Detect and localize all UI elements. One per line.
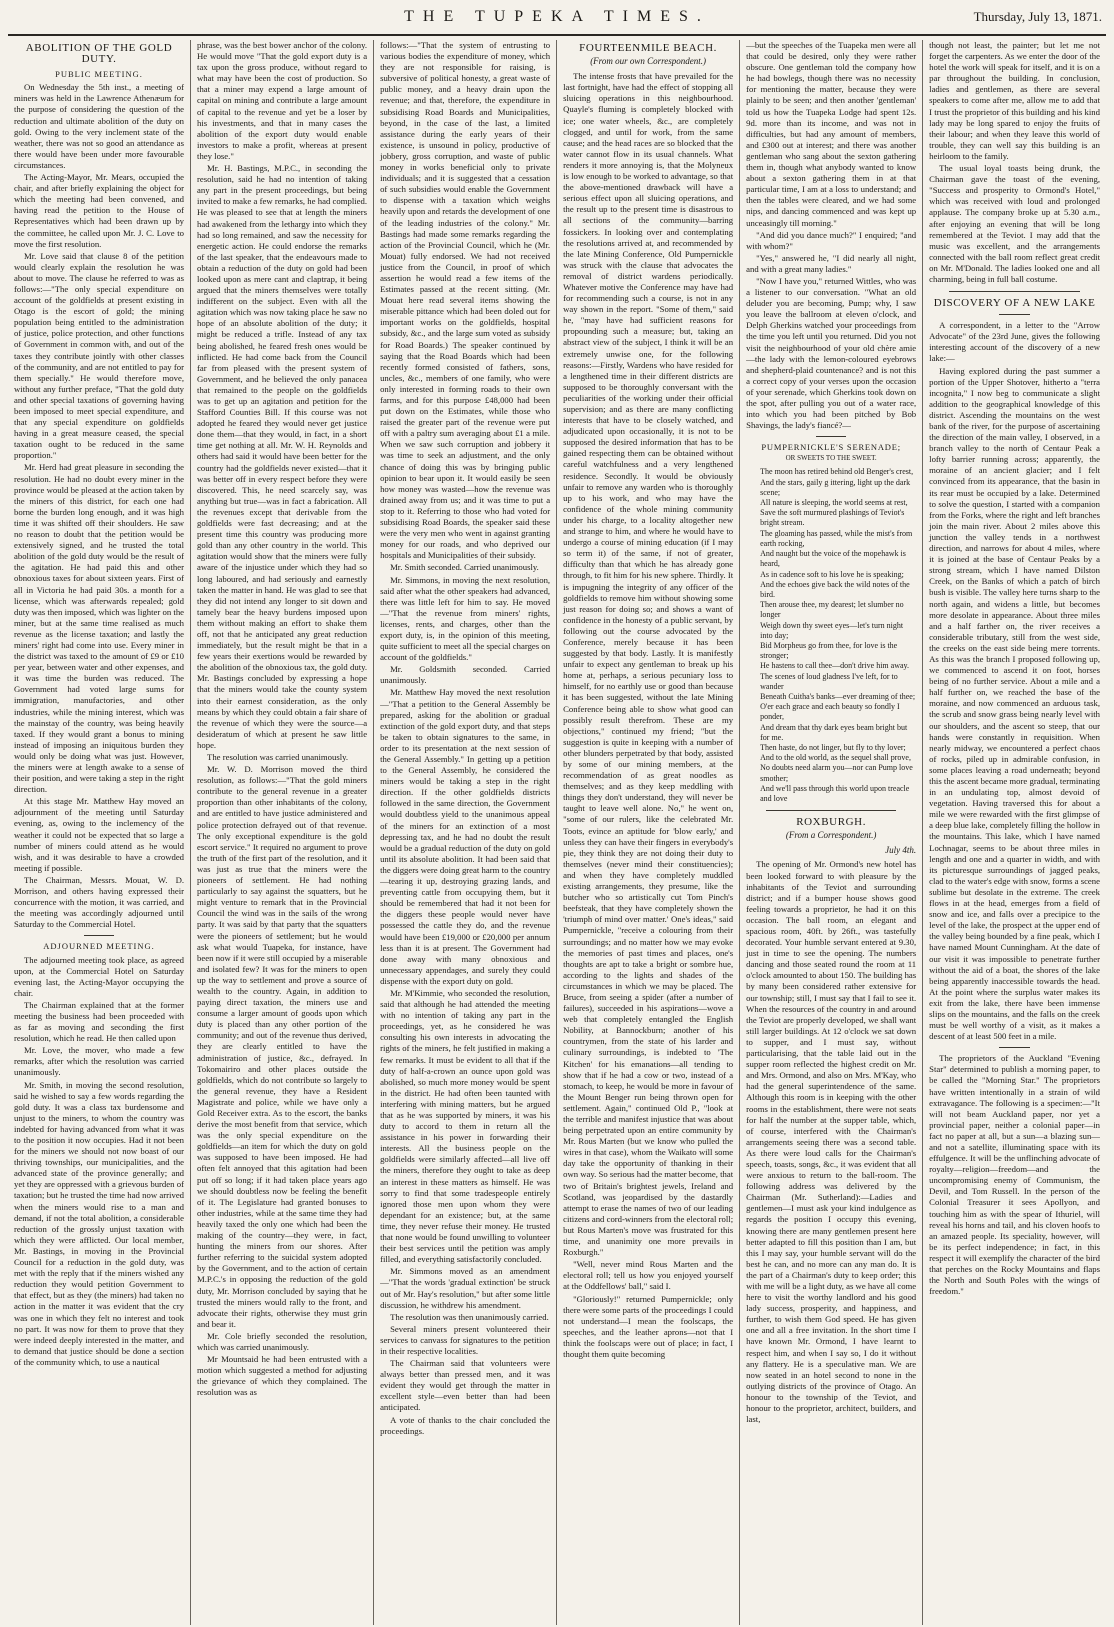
paragraph: On Wednesday the 5th inst., a meeting of miners was held in the Lawrence Athenæum for the purpose of considering the question of the reduction and ultimate abolition of the duty on gold. Owing to the very inclement state of the weather, there was not so good an attendance as there would have been under more favourable circumstances. [14, 82, 185, 170]
paragraph: "Well, never mind Rous Marten and the electoral roll; tell us how you enjoyed yourself at the Oddfellows' ball," said I. [563, 1259, 734, 1292]
dateline: July 4th. [885, 845, 917, 856]
paragraph: —but the speeches of the Tuapeka men were all that could be desired, only they were rather obscure. One gentleman told the company how he had bowlegs, though there was no necessity for mentioning the matter, because they were plainly to be seen; and then another 'gentleman' told us how the Tuapeka Lodge had spent 12s. 9d. more than its income, and was not in difficulties, but had any amount of members, and £300 out at interest; and there was another gentleman who sang about the sexton gathering them in, though what anybody wanted to know about a sexton gathering them in at that particular time, I am at a loss to understand; and then the tables were cleared, and we had some nips, and dancing commenced and was kept up unceasingly till morning." [746, 40, 917, 228]
poem-line: The gloaming has passed, while the mist's from earth rocking, [760, 528, 913, 548]
article-headline: DISCOVERY OF A NEW LAKE [933, 297, 1096, 310]
paragraph: The Chairman said that volunteers were always better than pressed men, and it was evident they would get through the matter in excellent style—even better than had been anticipated. [380, 1358, 551, 1413]
columns [8, 40, 1106, 1625]
poem-line: Save the soft murmured plashings of Teviot's bright stream. [760, 508, 905, 528]
paragraph: The resolution was then unanimously carried. [390, 1311, 549, 1322]
divider [816, 436, 846, 437]
divider [999, 1047, 1030, 1048]
newspaper-title: THE TUPEKA TIMES. [404, 8, 710, 25]
masthead [8, 0, 1106, 36]
paragraph: "Now I have you," returned Wittles, who was a listener to our conversation. "What an old deluder you are becoming, Pump; why, I saw you leave the ballroom at eleven o'clock, and Delph Gherkins watched your proceedings from the time you left until you returned. Did you not visit the neighbourhood of your old chère amie—the lady with the lemon-coloured eyebrows and shepherd-plaid countenance? and is not this a correct copy of your verses upon the occasion of your serenade, which Gherkins took down on the spot, after pulling you out of a water race, into which you had been pitched by Bob Shavings, the lady's fiancé?— [746, 275, 917, 431]
poem-line: Then haste, do not linger, but fly to thy lover; [760, 742, 906, 752]
byline: (From our own Correspondent.) [590, 56, 707, 67]
column-1 [8, 40, 191, 1625]
byline: (From a Correspondent.) [785, 830, 877, 841]
paragraph: Mr. Cole briefly seconded the resolution, which was carried unanimously. [197, 1330, 368, 1352]
divider [84, 935, 114, 936]
paragraph: "And did you dance much?" I enquired; "and with whom?" [746, 229, 917, 251]
paragraph: The opening of Mr. Ormond's new hotel has been looked forward to with pleasure by the inhabitants of the Teviot and surrounding district; and if a bumper house shows good feeling towards a proprietor, he had it on this occasion. The ball room, an elegant and spacious room, 40ft. by 26ft., was tastefully decorated. Your humble servant entered at 9.30, just in time to see the opening. The numbers dancing and those seated round the room at 11 o'clock amounted to about 150. The building has by many been considered rather extensive for our township; still, I must say that I fail to see it. When the resources of the country in and around the Teviot are properly developed, we shall want still larger buildings. At 12 o'clock we sat down to supper, and I must say, without particularising, that the table laid out in the supper room reflected the highest credit on Mr. and Mrs. Ormond, and also on Mrs. M'Kay, who had the general superintendence of the same. Although this room is in keeping with the other rooms in the establishment, there were not seats for half the number at the supper table, which, of course, interfered with the Chairman's arrangements seeing there was a second table. As there were loud calls for the Chairman's speech, toasts, songs, &c., it was evident that all were anxious to return to the ball-room. The following address was delivered by the Chairman (Mr. Sutherland):—Ladies and gentlemen—I must ask your kind indulgence as regards the position I occupy this evening, knowing there are many gentlemen present here better adapted to fill this position than I am, but this I may say, your humble servant will do the best he can, and no more can any man do. It is the part of a Chairman's duty to keep order; this with me will be a light duty, as we have all come here to visit the worthy landlord and his good lady success, prosperity, and happiness, and further, to wish them God speed. He has given one and all a free invitation. In the short time I have known Mr. Ormond, I have learnt to respect him, and when I say so, I do it without any flattery. He is a speculative man. We are now seated in an hotel second to none in the outlying districts of the province of Otago. An honour to the township of the Teviot, and honour to the proprietor, architect, builders, and last, [746, 859, 917, 1425]
poem-line: As in cadence soft to his love he is speaking; [760, 569, 904, 579]
paragraph: The proprietors of the Auckland "Evening Star" determined to publish a morning paper, to be called the "Morning Star." The proprietors have written intentionally in a strain of wild extravagance. The following is a specimen:—"It will not beam Auckland paper, nor yet a provincial paper, neither a colonial paper—in fact no paper at all, but a sun—a blazing sun—and not a satellite, illuminating space with its effulgence. It will be the unflinching advocate of royalty—religion—freedom—and the uncompromising enemy of Communism, the Devil, and Tom Russell. In the person of the Colonial Treasurer it sees Apollyon, and touching him as with the spear of Ithuriel, will reveal his horns and tail, and his cloven hoofs to an amazed people. Its speciality, however, will be its perfect independence; in fact, in this respect it will exemplify the character of the bird that perches on the Rocky Mountains and flaps the North and South Poles with the wings of freedom." [929, 1053, 1100, 1297]
paragraph: Mr. Simmons, in moving the next resolution, said after what the other speakers had advanced, there was little left for him to say. He moved—"That the revenue from miners' rights, licenses, rents, and charges, other than the export duty, is, in the opinion of this meeting, quite sufficient to meet all the special charges on account of the goldfields." [380, 574, 551, 663]
paragraph: Mr Mountsaid he had been entrusted with a motion which suggested a method for adjusting the grievance of which they complained. The resolution was as [197, 1354, 368, 1398]
paragraph: Mr. M'Kimmie, who seconded the resolution, said that although he had attended the meeting with no intention of taking any part in the proceedings, yet, as he considered he was consulting his own interests in advocating the rights of the miners, he felt justified in making a few remarks. It must be evident to all that if the duty of half-a-crown an ounce upon gold was abolished, so much more money would be spent in the district. He had often been taunted with interfering with mining matters, but he argued that as he was supported by miners, it was his duty to accord to them in return all the assistance in his power in forwarding their interests. All the business people on the goldfields were similarly affected—all live off the miners, therefore they ought to take as deep an interest in these matters as himself. He was sorry to find that some tradespeople entirely ignored those men upon whom they were dependant for an existence; but, at the same time, they never refuse their money. He trusted that none would be found unwilling to volunteer their best services until the petition was amply filled, and everything satisfactorily concluded. [380, 987, 551, 1265]
poem-line: All nature is sleeping, the world seems at rest, [760, 498, 908, 508]
paragraph: Mr. H. Bastings, M.P.C., in seconding the resolution, said he had no intention of taking any part in the present proceedings, but being invited to make a few remarks, he had complied. He was pleased to see that at length the miners had awakened from the lethargy into which they had so long remained, and saw the necessity for energetic action. He could endorse the remarks of the last speaker, that the endeavours made to obtain a reduction of the duty on gold had been looked upon as mere cant and claptrap, it being argued that the miners themselves were totally indifferent on the subject. Even with all the agitation which was now taking place he saw no hope of an absolute abolition of the duty; it might be reduced a trifle. Instead of any tax being abolished, he feared fresh ones would be inflicted. He had come back from the Council far from pleased with the present system of Government, and he believed the only panacea that remained to the people on the goldfields was to get up an agitation and petition for the Stafford Counties Bill. If this course was not adopted he feared they would never get justice done them—that they would, in fact, in a short time get nothing at all. Mr. W. H. Reynolds and others had said it would have been better for the country had the goldfields never existed—that it was better off in every respect before they were discovered. This, he need scarcely say, was anything but true—was in fact a fabrication. All the revenues except that derivable from the goldfields were fast decreasing; and at the present time this country was producing more gold than any other country in the world. This agitation would show that the miners were fully aware of the injustice under which they had so long laboured, and had seriously and earnestly taken the matter in hand. He was glad to see that they did not intend any longer to sit down and tamely bear the heavy burdens imposed upon them without making an effort to shake them off, not that he anticipated any great reduction immediately, but the result might be that in a few years their exertions would be rewarded by the abolition of the obnoxious tax, the gold duty. Mr. Bastings concluded by expressing a hope that the miners would take the county system into their earnest consideration, as the only means by which they could obtain a fair share of the revenue of which they were the source—a desideratum of which at present he saw little hope. [197, 163, 368, 750]
article-headline: ABOLITION OF THE GOLD DUTY. [25, 42, 173, 66]
poem-line: O'er each grace and each beauty so fondly I ponder, [760, 702, 900, 722]
poem-line: Beneath Cuitha's banks—ever dreaming of thee; [760, 691, 916, 701]
paragraph: The resolution was carried unanimously. [207, 752, 349, 762]
poem-line: And the echoes give back the wild notes of the bird. [760, 579, 910, 599]
column-3 [374, 40, 557, 1625]
column-4 [557, 40, 740, 1625]
paragraph: phrase, was the best bower anchor of the colony. He would move "That the gold export duty is a tax upon the gross produce, without regard to what may have been the cost of production. So that a miner may expend a large amount of capital on mining and contribute a large amount of capital to the revenue and yet be a loser by his investments, and that in many cases the abolition of the export duty would enable investors to make a profit, whereas at present they lose." [197, 40, 368, 161]
poem-line: And dream that thy dark eyes beam bright but for me. [760, 722, 908, 742]
paragraph: Mr. Smith seconded. Carried unanimously. [390, 562, 539, 573]
paragraph: The intense frosts that have prevailed for the last fortnight, have had the effect of stopping all sluicing operations in this neighbourhood. Quayle's fluming is completely blocked with ice; one water wheels, &c., are completely clogged, and until for work, from the same cause; and the head races are so blocked that the water cannot flow in its usual channels. What renders it more annoying is, that the Molyneux is low enough to be worked to advantage, so that the above-mentioned drawback will have a serious effect upon all sluicing operations, and the result up to the present time is disastrous to all sections of the community—barring fossickers. In looking over and contemplating the resolutions arrived at, and recommended by the late Mining Conference, Old Pumpernickle was struck with the clause that advocates the removal of district wardens periodically. Whatever motive the Conference may have had for recommending such a course, is not in any way shown in the report. "Some of them," said he, "may have had sufficient reasons for propounding such a measure; but, taking an abstract view of the subject, I think it will be an extremely unwise one, for the following reasons:—Firstly, Wardens who have resided for a lengthened time in their different districts are supposed to be thoroughly conversant with the peculiarities of the working under their official supervision; and as there are many conflicting interests that have to be closely watched, and adjudicated upon occasionally, it is not to be supposed the desired information that has to be gained respecting them can be obtained without careful watchfulness and a very lengthened residence. Secondly. It would be obviously unfair to remove any warden who is thoroughly up to his work, and who may have the confidence of the whole mining community under his charge, to a locality altogether new and strange to him, and where he would have to undergo a course of mining education (if I may so term it) of the same, if not of greater, difficulty than that which he has already gone through, to fit him for his new sphere. Thirdly. It is impugning the integrity of any officer of the goldfields to remove him without showing some just reason for doing so; and shows a want of confidence in the honesty of a public servant, by following out the course advocated by the Conference, merely because it has been suggested by that body. Lastly. It is manifestly unfair to expect any gentleman to break up his home at, perhaps, a serious pecuniary loss to himself, for no earthly use or good than because it has been suggested, without the late Mining Conference being able to show what good can possibly result therefrom. These are my objections," continued my friend; "but the suggestion is quite in keeping with a number of other blunders perpetrated by that body, assisted by some of our mining members, at the recommendation of as great noodles as themselves; and as they keep meddling with things they don't understand, they will never be taught to leave well alone. No," he went on, "some of our rulers, like the celebrated Mr. Toots, evince an aptitude for 'blow early,' and unless they can have their fingers in everybody's pie, they think they are not doing their duty to themselves (never mind their constituencies); and when they have completely muddled existing arrangements, they presume, like the butcher who so artistically cut Tom Pinch's beefsteak, that they have completely shown the 'triumph of mind over matter.' One's ideas," said Pumpernickle, "receive a colouring from their surroundings; and no matter how we may evoke the memories of past times and places, one's thoughts are apt to take a bright or sombre hue, according to the lights and shades of the circumstances in which we may be placed. The Bruce, from seeing a spider (after a number of failures), succeeded in his aspirations—wove a web that completely entangled the English Nobility, at Bannockburn; another of his countrymen, from the state of his larder and culinary surroundings, is indebted to 'The Kitchen' for his emanations—all tending to show that if he had a cow or two, instead of a stomach, to keep, he would be more in favour of the Mount Benger run being thrown open for settlement. Again," continued Old P., "look at the terrible and manifest injustice that was about being perpetrated upon an entire community by Mr. Rous Marten (but we know who pulled the wires in that case), whom the Waikato will some day take the opportunity of thanking in their own way. So serious had the matter become, that two of Britain's brightest jewels, Ireland and Scotland, was jeopardised by the dastardly attempt to erase the names of two of our leading citizens and cord-winners from the electoral roll; but Rous Marten's move was frustrated for this time, and unanimity one more prevails in Roxburgh." [563, 71, 734, 1258]
paragraph: A vote of thanks to the chair concluded the proceedings. [380, 1414, 551, 1436]
poem-line: And the stars, gaily g ittering, light up the dark scene; [760, 477, 911, 497]
paragraph: "Gloriously!" returned Pumpernickle; only there were some parts of the proceedings I could not understand—I mean the foolscaps, the speeches, and the leather aprons—not that I think the foolscaps were out of place; in fact, I thought them quite becoming [563, 1293, 734, 1359]
poem-line: The moon has retired behind old Benger's crest, [760, 467, 914, 477]
paragraph: Having explored during the past summer a portion of the Upper Shotover, hitherto a "terra incognita," I now beg to communicate a slight addition to the geographical knowledge of this district. Ascending the mountains on the west bank of the river, for the purpose of ascertaining the direction of the main valley, I observed, in a branch valley to the north of Centaur Peak a lofty barrier running across; apparently, the moraine of an ancient glacier; and I felt convinced from its appearance, that the basin in its rear must be occupied by a lake. Determined to solve the question, I started with a companion from the Forks, where the right and left branches join the main river. About 2 miles above this junction the valley tends in a northwest direction, and narrows for about 4 miles, where it is joined at the base of Centaur Peaks by a strong stream, which I have named Dilston Creek, on the Banks of which a patch of birch bush is visible. The valley here turns sharp to the north again, and widens a little, but becomes more desolate in appearance. About three miles and a half farther on, the river receives a considerable tributary, still from the west side, the creeks on the east side being mere torrents. As this was the branch I proposed following up, we commenced to ascend it on foot, horses being of no further service. About a mile and a half further on, we reached the base of the moraine, and now commenced an arduous task, the scrub and snow grass being nearly level with our shoulders, and the ascent so steep, that our hands were constantly in requisition. When nearly midway, we encountered a perfect chaos of rocks, piled up in admirable confusion, in some places leaving a road underneath; beyond this the ascent became more gradual, terminating in an undulating top, almost devoid of vegetation. Having traversed this for about a mile we were rewarded with the first glimpse of a deep blue lake, completely filling the hollow in the mountains. This lake, which I have named Lochnagar, seems to be about three miles in length and one and a quarter in width, and with its picturesque surroundings of jagged peaks, clad to the water's edge with snow, forms a scene sublime but desolate in the extreme. The creek flows in at the head, emerges from a field of snow and ice, and falls over a precipice to the level of the lake, the prospect at the upper end of the valley being bounded by a fine peak, which I have named Mount Cunningham. At the date of our visit it was impossible to penetrate further without the aid of a boat, the shores of the lake being apparently inaccessible towards the head. At the point where the surplus water makes its exit from the lake, there have been immense slips on the mountains, and the falls on the creek must be well worthy of a visit, as it makes a descent of at least 500 feet in a mile. [929, 365, 1100, 1042]
paragraph: though not least, the painter; but let me not forget the carpenters. As we enter the door of the hotel the work will speak for itself, and it is on a par throughout the building. In conclusion, ladies and gentlemen, as there are several speakers to come after me, allow me to add that I trust the proprietor of this building and his kind lady may be long spared to enjoy the fruits of their labour; and when they leave this world of trouble, they can well say this building is an heirloom to the family. [929, 40, 1100, 161]
paragraph: The Chairman, Messrs. Mouat, W. D. Morrison, and others having expressed their concurrence with the motion, it was carried, and the meeting was accordingly adjourned until Saturday to the Commercial Hotel. [14, 874, 185, 930]
paragraph: The Chairman explained that at the former meeting the business had been proceeded with as far as moving and seconding the first resolution, which he read. He then called upon [14, 999, 185, 1044]
paragraph: Mr. Matthew Hay moved the next resolution—"That a petition to the General Assembly be prepared, asking for the abolition or gradual extinction of the gold export duty, and that steps be taken to obtain signatures to the same, in order to its presentation at the next session of the General Assembly." In getting up a petition to the General Assembly, he considered the miners would be taking a step in the right direction. If the other goldfields districts followed in the same direction, the Government would doubtless yield to the unanimous appeal of the miners for an extinction of a most depressing tax, and he had no doubt the result would be a gradual reduction of the duty on gold until its absolute abolition. It had been said that the diggers were doing great harm to the country—tearing it up, destroying grazing lands, and preventing cattle from occupying them, but it should be remembered that had it not been for the diggers these people would never have possessed the cattle they do, and the revenue would have been £19,000 or £20,000 per annum less than it is at present. The Government had done away with many obnoxious and unnecessary appendages, and surely they could dispense with the export duty on gold. [380, 687, 551, 986]
article-subheadline: PUBLIC MEETING. [55, 69, 143, 80]
issue-date: Thursday, July 13, 1871. [973, 9, 1102, 24]
paragraph: Mr. Smith, in moving the second resolution, said he wished to say a few words regarding the gold duty. It was a class tax burdensome and unjust to the miners, to whom the country was indebted for having advanced from what it was to the position it now occupies. Had it not been for the miners we should not now boast of our thriving townships, our municipalities, and the advanced state of the province generally; and yet they are oppressed with a grievous burden of taxation; but he trusted the time had now arrived when the miners would rise to a man and demand, if not the total abolition, a considerable reduction of the grossly unjust taxation with which they were afflicted. Our local member, Mr. Bastings, in moving in the Provincial Council for a reduction in the gold duty, was met with the reply that if the miners wished any reduction they would petition Government to that effect, but as they (the miners) had taken no action in the matter it was evident that the cry was one in which they felt no interest and took no part. It was now for them to prove that they were indeed deeply interested in the matter, and to demand that justice should be done a section of the community which, to use a nautical [14, 1079, 185, 1367]
paragraph: The adjourned meeting took place, as agreed upon, at the Commercial Hotel on Saturday evening last, the Acting-Mayor occupying the chair. [14, 954, 185, 998]
poem-line: And naught but the voice of the mopehawk is heard, [760, 549, 906, 569]
paragraph: The Acting-Mayor, Mr. Mears, occupied the chair, and after briefly explaining the object for which the meeting had been convened, and having read the petition to the House of Representatives which had been drawn up by the committee, he called upon Mr. J. C. Love to move the first resolution. [14, 172, 185, 249]
article-headline: FOURTEENMILE BEACH. [579, 42, 718, 54]
paragraph: The usual loyal toasts being drunk, the Chairman gave the toast of the evening, "Success and prosperity to Ormond's Hotel," which was received with loud and prolonged applause. The company broke up at 5.30 a.m., after enjoying an evening that will be long remembered at the Teviot. I may add that the music was excellent, and the arrangements connected with the ball room reflect great credit on Mr. M'Donald. The ladies looked one and all charming, being in full ball costume. [929, 163, 1100, 284]
divider [999, 314, 1030, 315]
poem-line: Bid Morpheus go from thee, for love is the stronger; [760, 640, 898, 661]
paragraph: Several miners present volunteered their services to canvass for signatures to the petition in their respective localities. [380, 1323, 551, 1356]
poem [746, 467, 916, 804]
column-2 [191, 40, 374, 1625]
poem-line: And to the old world, as the sequel shall prove, [760, 753, 911, 763]
poem-line: The scenes of loud gladness I've left, for to wander [760, 671, 898, 691]
paragraph: Mr. Love said that clause 8 of the petition would clearly explain the resolution he was about to move. The clause he referred to was as follows:—"The only special expenditure on account of the goldfields at present existing in Otago is the escort of gold; the mining population being entitled to the administration of justice, police protection, and other functions of Government in common with, and out of the taxes they contribute jointly with other classes of the community, and are not entitled to pay for them specially." He would therefore move, without any further preface, "That the gold duty and other special taxations of governing having been imposed to meet special expenditure, and that any special expenditure on goldfields having in a great measure ceased, the special taxation ought to be reduced in the same proportion." [14, 250, 185, 461]
divider [766, 810, 896, 811]
poem-line: Weigh down thy sweet eyes—let's turn night into day; [760, 620, 904, 640]
paragraph: Mr. W. D. Morrison moved the third resolution, as follows:—"That the gold miners contribute to the general revenue in a greater proportion than other inhabitants of the colony, and are entitled to have justice administered and police protection defrayed out of that revenue. The only exceptional expenditure is the gold escort service." It required no argument to prove the truth of the first part of the resolution, and it was just as true that the miners were the pioneers of settlement. He had nothing particularly to say against the squatters, but he might venture to remark that in the Provincial Council the wind was in the sails of the wrong party. It was said by that party that the squatters were the pioneers of settlement; but he would ask what would Tuapeka, for instance, have been now if it were still occupied by a miserable and isolated few? It was for the miners to open up the way to settlement and prove a source of wealth to the country. Again, in addition to paying direct taxation, the miners use and consume a larger amount of goods upon which duty is placed than any other portion of the community; and out of the revenue thus derived, they are clearly entitled to have the administration of justice, &c., defrayed. In Tokomairiro and other places outside the goldfields, which do not contribute so largely to the general revenue, they have a Resident Magistrate and police, while we have only a Gold Receiver extra. As to the escort, the banks derive the most benefit from that service, which was the only special expenditure on the goldfields—an item for which the duty on gold was supposed to have been imposed. He had often felt annoyed that this agitation had been put off so long; if it had taken place years ago we should doubtless now be feeling the benefit of it. The Legislature had granted bonuses to other industries, while at the same time they had heavily taxed the only one which had been the making of the country—they were, in fact, hunting the miners from our shores. After further referring to the suicidal system adopted by the Government, and to the action of certain M.P.C.'s in opposing the reduction of the gold duty, Mr. Morrison concluded by saying that he trusted the miners would rally to the front, and advocate their rights, otherwise they must grin and bear it. [197, 764, 368, 1329]
paragraph: Mr. Love, the mover, who made a few remarks, after which the resolution was carried unanimously. [14, 1045, 185, 1078]
paragraph: Mr. Goldsmith seconded. Carried unanimously. [380, 664, 551, 686]
poem-line: He hastens to call thee—don't drive him away. [760, 661, 910, 671]
paragraph: "Yes," answered he, "I did nearly all night, and with a great many ladies." [746, 252, 917, 274]
poem-subtitle: OR SWEETS TO THE SWEET. [785, 454, 877, 463]
column-5 [740, 40, 923, 1625]
paragraph: Mr. Herd had great pleasure in seconding the resolution. He had no doubt every miner in the province would be pleased at the action taken by the miners of this district, for each one had borne the burden long enough, and it was high time it was shifted off their shoulders. He saw no reason to doubt that the petition would be extensively signed, and he trusted the total abolition of the gold duty would be the result of the agitation. He had paid this and other obnoxious taxes for about sixteen years. First of all in Victoria he had paid 30s. a month for a license, which was afterwards repealed; gold duty was then imposed, which was lighter on the miner, but at the same time realised as much revenue as the license taxation; and lastly the miners' right had come into use. Every miner in the district was taxed to the amount of £9 or £10 per year, between water and other expenses, and it was time the burden was reduced. The Government had voted large sums for immigration, manufactories, and other industries, while the mining interest, which was the mainstay of the country, was being heavily taxed. If they would grant a bonus to mining instead of imposing an iniquitous burden they would only be doing what was just. However, the miners were at length awake to a sense of their position, and were taking a step in the right direction. [14, 462, 185, 795]
poem-line: Then arouse thee, my dearest; let slumber no longer [760, 600, 904, 620]
paragraph: At this stage Mr. Matthew Hay moved an adjournment of the meeting until Saturday evening, as, owing to the inclemency of the weather it could not be expected that so large a number of miners could attend as he would wish, and it was desirable to have a crowded meeting if possible. [14, 796, 185, 873]
article-subheadline: ADJOURNED MEETING. [43, 941, 155, 952]
poem-line: And we'll pass through this world upon treacle and love [760, 783, 910, 803]
paragraph: Mr. Simmons moved as an amendment—"That the words 'gradual extinction' be struck out of Mr. Hay's resolution," but after some little discussion, he withdrew his amendment. [380, 1266, 551, 1310]
poem-title: PUMPERNICKLE'S SERENADE; [761, 442, 901, 453]
article-headline: ROXBURGH. [796, 816, 867, 829]
divider [949, 291, 1080, 292]
column-6 [923, 40, 1106, 1625]
paragraph: follows:—"That the system of entrusting to various bodies the expenditure of money, which they are not responsible for raising, is subversive of political honesty, a great waste of public money, and a heavy drain upon the revenue; and that, therefore, the expenditure in subsidising Road Boards and Municipalities, beyond, in the case of the last, a limited assistance during the early years of their existence, is unsound in policy, productive of jobbery, gross corruption, and waste of public money in works beneficial only to private individuals; and it is suggested that a cessation of such subsidies would enable the Government to dispense with a taxation which weighs heavily upon and retards the development of one of the leading industries of the colony." Mr. Bastings had made some remarks regarding the action of the Provincial Council, which he (Mr. Mouat) fully endorsed. We had not received justice from the Council, in proof of which assertion he would read a few items of the Estimates passed at the recent sitting. (Mr. Mouat here read several items showing the miserable pittance which had been doled out for important works on the goldfields, hospital subsidy, &c., and the large sum voted as subsidy for Road Boards.) The speaker continued by saying that the Road Boards which had been recently formed consisted of fathers, sons, uncles, &c., members of one family, who were only interested in forming roads to their own farms, and for this purpose £48,000 had been put down on the Estimates, while those who raised the greater part of the revenue were put off with a paltry sum averaging about £1 a mile. When we saw such corruption and jobbery it was time to seek an adjustment, and the only chance of doing this was by bringing public opinion to bear upon it. It would easily be seen how money was wasted—how the revenue was drained away from us; and it was time to put a stop to it. Referring to those who had voted for subsidising Road Boards, the speaker said these were the very men who went in against granting money for our roads, and who deprived our hospitals and Municipalities of their subsidy. [380, 40, 551, 561]
paragraph: A correspondent, in a letter to the "Arrow Advocate" of the 23rd June, gives the following interesting account of the discovery of a new lake:— [929, 320, 1100, 364]
poem-line: No doubts need alarm you—nor can Pump love smother; [760, 763, 913, 783]
